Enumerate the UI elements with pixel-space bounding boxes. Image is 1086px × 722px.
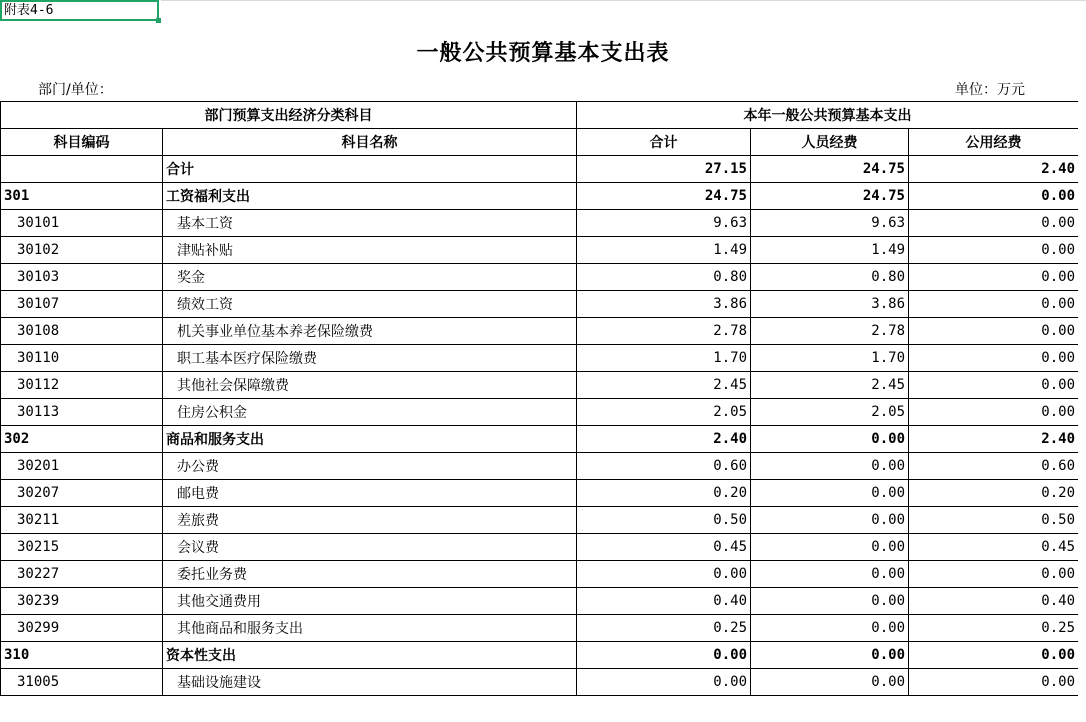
- header-name[interactable]: 科目名称: [163, 129, 577, 156]
- table-row: [1, 345, 1079, 372]
- cell-personnel[interactable]: 0.00: [751, 480, 909, 507]
- cell-public[interactable]: 0.00: [909, 183, 1079, 210]
- cell-total[interactable]: 2.40: [577, 426, 751, 453]
- cell-code[interactable]: [1, 156, 163, 183]
- cell-total[interactable]: 3.86: [577, 291, 751, 318]
- table-row: [1, 534, 1079, 561]
- cell-personnel[interactable]: 24.75: [751, 183, 909, 210]
- cell-public[interactable]: 0.50: [909, 507, 1079, 534]
- table-row: [1, 372, 1079, 399]
- header-code[interactable]: 科目编码: [1, 129, 163, 156]
- cell-code[interactable]: 30108: [1, 318, 163, 345]
- unit-label: 单位：万元: [955, 82, 1025, 98]
- cell-personnel[interactable]: 1.70: [751, 345, 909, 372]
- cell-code[interactable]: 30101: [1, 210, 163, 237]
- cell-personnel[interactable]: 0.00: [751, 507, 909, 534]
- cell-public[interactable]: 2.40: [909, 156, 1079, 183]
- cell-code[interactable]: 30207: [1, 480, 163, 507]
- cell-total[interactable]: 0.25: [577, 615, 751, 642]
- table-row: [1, 480, 1079, 507]
- cell-public[interactable]: 0.25: [909, 615, 1079, 642]
- cell-name[interactable]: 津贴补贴: [163, 237, 577, 264]
- cell-code[interactable]: 30112: [1, 372, 163, 399]
- cell-name[interactable]: 其他社会保障缴费: [163, 372, 577, 399]
- cell-public[interactable]: 0.00: [909, 318, 1079, 345]
- table-row: [1, 615, 1079, 642]
- selected-cell[interactable]: 附表4-6: [0, 0, 159, 21]
- cell-total[interactable]: 0.00: [577, 669, 751, 696]
- cell-code[interactable]: 30215: [1, 534, 163, 561]
- table-row: [1, 426, 1079, 453]
- cell-name[interactable]: 办公费: [163, 453, 577, 480]
- cell-total[interactable]: 27.15: [577, 156, 751, 183]
- table-row: [1, 399, 1079, 426]
- cell-code[interactable]: 30299: [1, 615, 163, 642]
- cell-name[interactable]: 机关事业单位基本养老保险缴费: [163, 318, 577, 345]
- header-public[interactable]: 公用经费: [909, 129, 1079, 156]
- cell-personnel[interactable]: 0.00: [751, 453, 909, 480]
- cell-total[interactable]: 9.63: [577, 210, 751, 237]
- cell-name[interactable]: 差旅费: [163, 507, 577, 534]
- page-title: 一般公共预算基本支出表: [416, 40, 670, 66]
- budget-table: [0, 101, 1079, 696]
- header-personnel[interactable]: 人员经费: [751, 129, 909, 156]
- sheet-margin: [1078, 101, 1086, 722]
- cell-personnel[interactable]: 0.00: [751, 588, 909, 615]
- cell-public[interactable]: 0.60: [909, 453, 1079, 480]
- cell-personnel[interactable]: 9.63: [751, 210, 909, 237]
- cell-personnel[interactable]: 0.00: [751, 642, 909, 669]
- cell-total[interactable]: 1.49: [577, 237, 751, 264]
- cell-personnel[interactable]: 0.00: [751, 615, 909, 642]
- header-classification-group[interactable]: 部门预算支出经济分类科目: [1, 102, 577, 129]
- table-row: [1, 318, 1079, 345]
- cell-code[interactable]: 31005: [1, 669, 163, 696]
- department-label: 部门/单位：: [38, 82, 113, 98]
- table-row: [1, 669, 1079, 696]
- cell-code[interactable]: 30211: [1, 507, 163, 534]
- cell-name[interactable]: 邮电费: [163, 480, 577, 507]
- cell-total[interactable]: 0.50: [577, 507, 751, 534]
- cell-code[interactable]: 30107: [1, 291, 163, 318]
- cell-personnel[interactable]: 3.86: [751, 291, 909, 318]
- table-row: [1, 264, 1079, 291]
- table-row: [1, 237, 1079, 264]
- cell-public[interactable]: 0.20: [909, 480, 1079, 507]
- cell-total[interactable]: 0.20: [577, 480, 751, 507]
- table-row: [1, 183, 1079, 210]
- table-row: [1, 507, 1079, 534]
- cell-personnel[interactable]: 1.49: [751, 237, 909, 264]
- cell-name[interactable]: 委托业务费: [163, 561, 577, 588]
- table-row: [1, 156, 1079, 183]
- cell-personnel[interactable]: 0.00: [751, 426, 909, 453]
- cell-personnel[interactable]: 2.05: [751, 399, 909, 426]
- table-row: [1, 453, 1079, 480]
- cell-public[interactable]: 0.00: [909, 210, 1079, 237]
- cell-public[interactable]: 0.40: [909, 588, 1079, 615]
- cell-name[interactable]: 绩效工资: [163, 291, 577, 318]
- cell-name[interactable]: 资本性支出: [163, 642, 577, 669]
- cell-code[interactable]: 30239: [1, 588, 163, 615]
- cell-public[interactable]: 0.00: [909, 237, 1079, 264]
- table-row: [1, 642, 1079, 669]
- cell-personnel[interactable]: 24.75: [751, 156, 909, 183]
- cell-personnel[interactable]: 2.45: [751, 372, 909, 399]
- cell-name[interactable]: 合计: [163, 156, 577, 183]
- cell-public[interactable]: 0.45: [909, 534, 1079, 561]
- cell-public[interactable]: 0.00: [909, 264, 1079, 291]
- cell-total[interactable]: 0.80: [577, 264, 751, 291]
- cell-public[interactable]: 2.40: [909, 426, 1079, 453]
- grid-line: [161, 0, 1086, 1]
- cell-code[interactable]: 301: [1, 183, 163, 210]
- cell-name[interactable]: 基础设施建设: [163, 669, 577, 696]
- cell-name[interactable]: 会议费: [163, 534, 577, 561]
- cell-code[interactable]: 30110: [1, 345, 163, 372]
- cell-personnel[interactable]: 0.00: [751, 561, 909, 588]
- cell-personnel[interactable]: 0.00: [751, 534, 909, 561]
- cell-code[interactable]: 30201: [1, 453, 163, 480]
- cell-personnel[interactable]: 0.80: [751, 264, 909, 291]
- cell-personnel[interactable]: 2.78: [751, 318, 909, 345]
- cell-public[interactable]: 0.00: [909, 291, 1079, 318]
- cell-total[interactable]: 24.75: [577, 183, 751, 210]
- table-row: [1, 561, 1079, 588]
- cell-name[interactable]: 住房公积金: [163, 399, 577, 426]
- cell-total[interactable]: 0.40: [577, 588, 751, 615]
- header-expenditure-group[interactable]: 本年一般公共预算基本支出: [577, 102, 1079, 129]
- cell-code[interactable]: 30113: [1, 399, 163, 426]
- cell-personnel[interactable]: 0.00: [751, 669, 909, 696]
- cell-total[interactable]: 0.00: [577, 642, 751, 669]
- cell-total[interactable]: 2.05: [577, 399, 751, 426]
- cell-total[interactable]: 1.70: [577, 345, 751, 372]
- cell-code[interactable]: 30102: [1, 237, 163, 264]
- table-row: [1, 588, 1079, 615]
- cell-total[interactable]: 0.60: [577, 453, 751, 480]
- cell-public[interactable]: 0.00: [909, 372, 1079, 399]
- cell-code[interactable]: 310: [1, 642, 163, 669]
- cell-public[interactable]: 0.00: [909, 561, 1079, 588]
- cell-total[interactable]: 0.00: [577, 561, 751, 588]
- cell-name[interactable]: 其他商品和服务支出: [163, 615, 577, 642]
- table-row: [1, 210, 1079, 237]
- cell-name[interactable]: 基本工资: [163, 210, 577, 237]
- cell-public[interactable]: 0.00: [909, 669, 1079, 696]
- cell-name[interactable]: 奖金: [163, 264, 577, 291]
- table-row: [1, 291, 1079, 318]
- fill-handle[interactable]: [156, 18, 161, 23]
- cell-public[interactable]: 0.00: [909, 345, 1079, 372]
- cell-code[interactable]: 302: [1, 426, 163, 453]
- cell-name[interactable]: 商品和服务支出: [163, 426, 577, 453]
- cell-total[interactable]: 0.45: [577, 534, 751, 561]
- cell-code[interactable]: 30227: [1, 561, 163, 588]
- cell-code[interactable]: 30103: [1, 264, 163, 291]
- header-total[interactable]: 合计: [577, 129, 751, 156]
- table-body: [1, 156, 1079, 696]
- cell-public[interactable]: 0.00: [909, 399, 1079, 426]
- cell-total[interactable]: 2.45: [577, 372, 751, 399]
- cell-name[interactable]: 工资福利支出: [163, 183, 577, 210]
- cell-total[interactable]: 2.78: [577, 318, 751, 345]
- cell-public[interactable]: 0.00: [909, 642, 1079, 669]
- cell-name[interactable]: 职工基本医疗保险缴费: [163, 345, 577, 372]
- cell-name[interactable]: 其他交通费用: [163, 588, 577, 615]
